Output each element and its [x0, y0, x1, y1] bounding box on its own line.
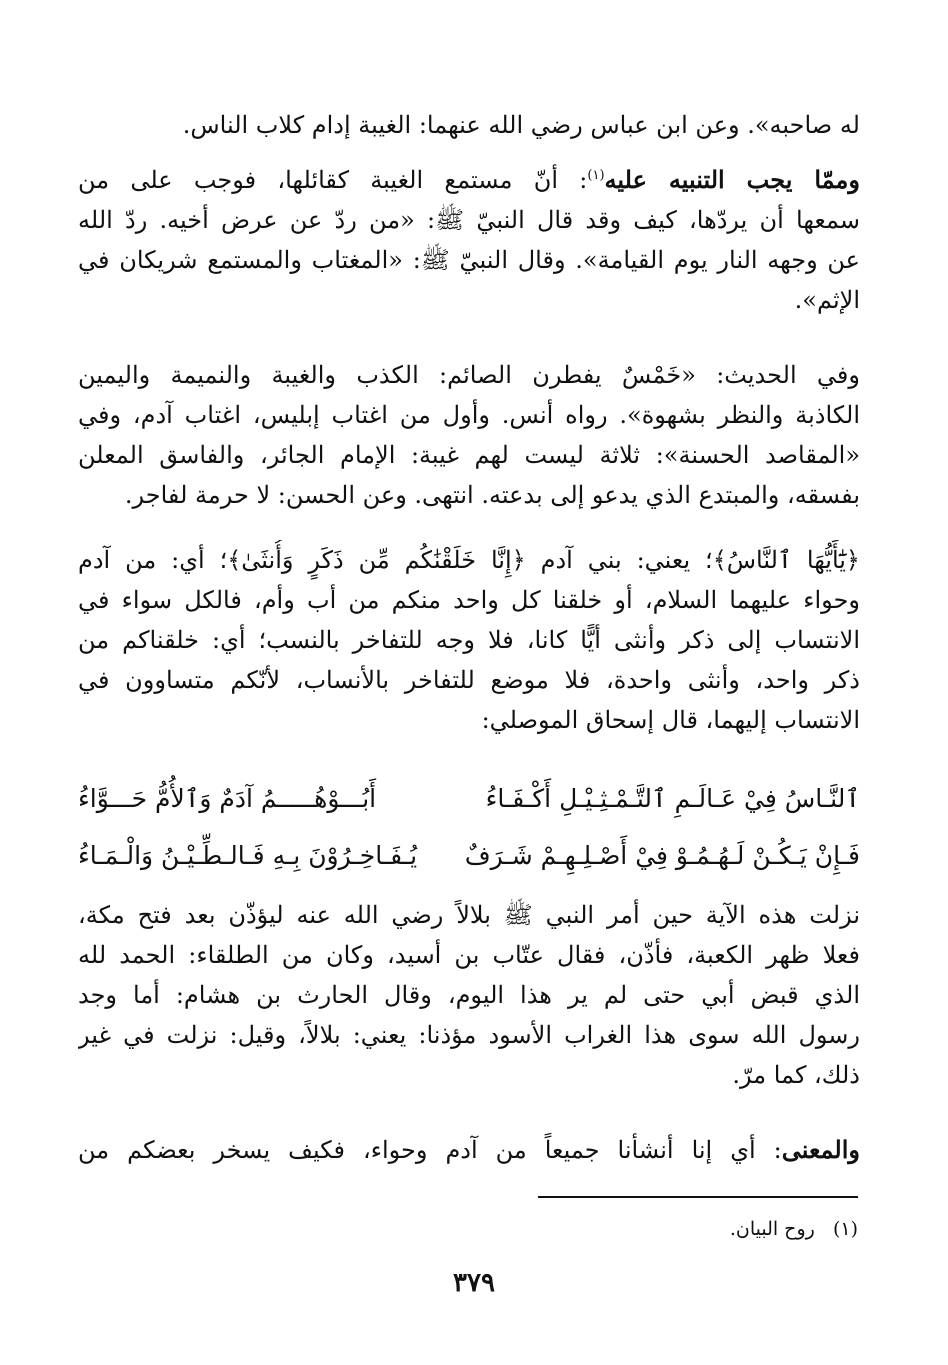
- verse-first-hemistich: فَـإِنْ يَـكُـنْ لَـهُـمُـوْ فِيْ أَصْـلِـهِـمْ شَـرَفٌ: [464, 840, 860, 870]
- footnote-text: روح البيان.: [729, 1218, 815, 1240]
- paragraph: [78, 105, 860, 145]
- text-line: الكاذبة والنظر بشهوة». رواه أنس. وأول من اغتاب إبليس، اغتاب آدم، وفي: [78, 401, 860, 429]
- footnote: [730, 1218, 858, 1240]
- verse-second-hemistich: أَبُـــوْهُـــــمُ آدَمٌ وَٱلأُمُّ حَـــوَّاءُ: [78, 783, 377, 813]
- verse-second-hemistich: يُـفَـاخِـرُوْنَ بِـهِ فَـالـطِّـيْـنُ وَالْـمَـاءُ: [78, 840, 418, 870]
- paragraph: [78, 1130, 860, 1170]
- text-line: له صاحبه». وعن ابن عباس رضي الله عنهما: الغيبة إدام كلاب الناس.: [182, 111, 860, 139]
- verse-first-hemistich: ٱلنَّـاسُ فِيْ عَـالَـمِ ٱلتَّـمْـثِـيْـلِ أَكْـفَـاءُ: [485, 783, 860, 813]
- text-line: ﴿يَٰٓأَيُّهَا ٱلنَّاسُ﴾؛ يعني: بني آدم ﴿إِنَّا خَلَقْنَٰكُم مِّن ذَكَرٍ وَأُنثَىٰ﴾؛ أي: من آدم: [78, 546, 860, 574]
- text-line: فعلا ظهر الكعبة، فأذّن، فقال عتّاب بن أسيد، وكان من الطلقاء: الحمد لله: [78, 941, 860, 969]
- text-line: [78, 160, 860, 200]
- bold-lead-phrase: وممّا يجب التنبيه عليه: [604, 165, 860, 194]
- text-line: «المقاصد الحسنة»: ثلاثة ليست لهم غيبة: الإمام الجائر، والفاسق المعلن: [78, 441, 860, 469]
- text-line: رسول الله سوى هذا الغراب الأسود مؤذنا: يعني: بلالاً، وقيل: نزلت في غير: [78, 1021, 860, 1049]
- text-line: ذلك، كما مرّ.: [732, 1061, 860, 1089]
- paragraph: [78, 895, 860, 1095]
- text-line: [78, 1130, 860, 1170]
- page-number: ٣٧٩: [453, 1268, 495, 1298]
- poem-verse: [78, 830, 860, 880]
- text-line: سمعها أن يردّها، كيف وقد قال النبيّ ﷺ: «من ردّ عن عرض أخيه. ردّ الله: [78, 206, 860, 234]
- footnote-separator: [538, 1196, 858, 1198]
- text-line: الانتساب إليهما، قال إسحاق الموصلي:: [481, 706, 860, 734]
- text-line: نزلت هذه الآية حين أمر النبي ﷺ بلالاً رضي الله عنه ليؤذّن بعد فتح مكة،: [78, 901, 860, 929]
- text-line: بفسقه، والمبتدع الذي يدعو إلى بدعته. انتهى. وعن الحسن: لا حرمة لفاجر.: [124, 481, 860, 509]
- paragraph: [78, 540, 860, 740]
- text-line: عن وجهه النار يوم القيامة». وقال النبيّ ﷺ: «المغتاب والمستمع شريكان في: [78, 246, 860, 274]
- text-line: الذي قبض أبي حتى لم ير هذا اليوم، وقال الحارث بن هشام: أما وجد: [78, 981, 860, 1009]
- paragraph: [78, 355, 860, 515]
- text-run: : أنّ مستمع الغيبة كقائلها، فوجب على من: [78, 166, 588, 194]
- paragraph: [78, 160, 860, 320]
- poem-verse: [78, 773, 860, 823]
- text-line: وحواء عليهما السلام، أو خلقنا كل واحد منكم من أب وأم، فالكل سواء في: [78, 586, 860, 614]
- text-line: ذكر واحد، وأنثى واحدة، فلا موضع للتفاخر بالأنساب، لأنّكم متساوون في: [78, 666, 860, 694]
- text-line: وفي الحديث: «خَمْسٌ يفطرن الصائم: الكذب والغيبة والنميمة واليمين: [78, 361, 860, 389]
- text-run: : أي إنا أنشأنا جميعاً من آدم وحواء، فكيف يسخر بعضكم من: [78, 1136, 782, 1164]
- bold-lead-phrase: والمعنى: [781, 1135, 860, 1164]
- footnote-reference[interactable]: (١): [587, 168, 605, 183]
- text-line: الانتساب إلى ذكر وأنثى أيًّا كانا، فلا وجه للتفاخر بالنسب؛ أي: خلقناكم من: [78, 626, 860, 654]
- footnote-marker: (١): [832, 1218, 858, 1240]
- text-line: الإثم».: [794, 286, 860, 314]
